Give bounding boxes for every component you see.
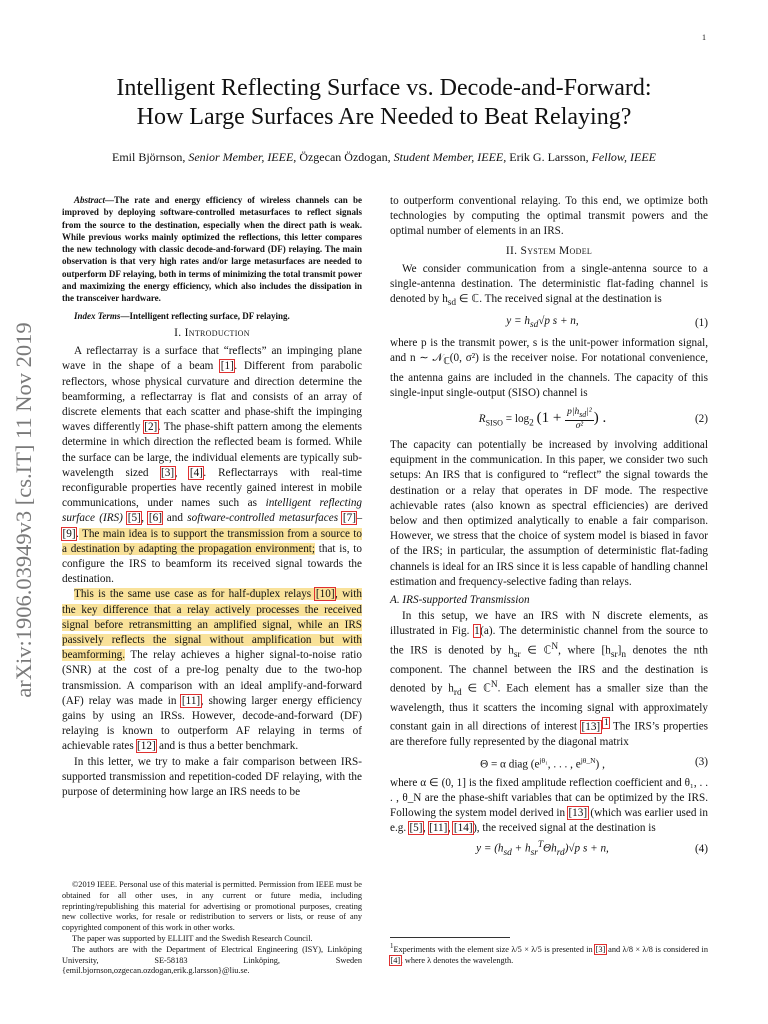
equation-number: (4) (694, 843, 708, 856)
footnote-divider (390, 937, 510, 938)
citation-link[interactable]: [3] (595, 944, 606, 954)
text-run: , (174, 466, 190, 479)
citation-link[interactable]: [1] (220, 360, 234, 373)
footnote-mark: 1 (390, 943, 394, 950)
funding-text: The paper was supported by ELLIIT and the Swedish Research Council. (72, 933, 313, 943)
page-number: 1 (702, 33, 706, 42)
section-heading-system: II. System Model (505, 244, 593, 257)
text-run: , where λ denotes the wavelength. (400, 955, 514, 965)
left-column (62, 194, 362, 800)
text-run: ] (617, 644, 622, 657)
text-run: and λ/8 × λ/8 is considered in (605, 944, 708, 954)
text-run: and is thus a better benchmark. (156, 740, 299, 753)
abstract-label: Abstract (74, 195, 106, 205)
subscript: rd (556, 848, 565, 859)
paper-title (60, 74, 708, 132)
equation-body (390, 838, 695, 861)
equation-number: (2) (694, 412, 708, 425)
superscript: T (537, 840, 544, 851)
author-name: Emil Björnson, (111, 150, 186, 164)
equation-number: (1) (694, 316, 708, 329)
subscript: sd (503, 848, 512, 859)
footnote-link[interactable]: 1 (603, 718, 609, 729)
system-paragraph-2 (390, 336, 708, 401)
text-run: (0, σ²) is the receiver noise. For notational convenience, the antenna gains are included in the channels. The capacity of this single-input single-output (SISO) channel is (390, 352, 709, 399)
subscript: ℂ (443, 357, 450, 368)
math: ) , (595, 758, 605, 771)
text-run: ), the received signal at the destination is (473, 822, 656, 835)
text-run: (a). The deterministic channel from the source to the IRS is denoted by h (390, 625, 708, 657)
abstract-text: —The rate and energy efficiency of wireless channels can be improved by deploying software-controlled metasurfaces to reflect signals from the source to the destination, especially when the direct path is weak. While previous works mainly optimized the reflections, this letter compares the new technology with classic decode-and-forward (DF) relaying. The main observation is that very high rates and/or large metasurfaces are needed to outperform DF relaying, both in terms of minimizing the total transmit power and maximizing the energy efficiency, which also includes the dissipation in the transceiver hardware. (62, 195, 362, 304)
text-run: We consider communication from a single-antenna source to a single-antenna destination. The deterministic flat-fading channel is denoted by h (390, 262, 708, 306)
right-column (390, 194, 708, 864)
subscript: rd (453, 688, 462, 699)
math: , . . . , e (547, 758, 581, 771)
highlighted-text: , with the key difference that a relay actively processes the received signal before retransmitting an amplified signal, while an IRS passively reflects the signal without amplification but with beamforming. (62, 588, 362, 662)
superscript: N (490, 680, 498, 691)
equation-1 (390, 314, 708, 333)
text-run: The relay achieves a higher signal-to-noise ratio (SNR) at the cost of a pre-log penalty due to the two-hop transmission. A comparison with an ideal amplify-and-forward (AF) relay was made in (62, 649, 362, 707)
math: = log (502, 413, 530, 426)
citation-link[interactable]: [13] (568, 806, 588, 819)
superscript: N (551, 641, 559, 652)
system-paragraph-3: The capacity can potentially be increased by involving additional equipment in the communication. In this paper, we consider two such setups: An IRS that is configured to “reflect” the signal towards the destination or a relay that operates in DF mode. The respective achievable rates (also known as spectral efficiencies) are derived below and then optimized analytically to enable a fair comparison. However, we stress that the choice of system model is biased in favor of the IRS; in particular, the assumption of deterministic flat-fading channels is ideal for an IRS since it is less capable of handling channel estimation and frequency-selective fading than relays. (390, 439, 708, 588)
text-run: ∈ ℂ. The received signal at the destination is (456, 293, 662, 306)
citation-link[interactable]: [5] (409, 822, 423, 835)
citation-link[interactable]: [11] (429, 822, 448, 835)
text-run: (which was earlier used in e.g. (390, 806, 708, 835)
subscript: sr (513, 649, 521, 660)
citation-link[interactable]: [3] (161, 466, 175, 479)
citation-link[interactable]: [4] (390, 955, 401, 965)
text-run: Experiments with the element size λ/5 × λ/5 is presented in (393, 944, 596, 954)
math: Θ = α diag (e (480, 758, 540, 771)
text-run: denotes the nth component. The channel between the IRS and the destination is denoted by h (390, 644, 708, 695)
citation-link[interactable]: [9] (62, 527, 76, 540)
index-terms (62, 310, 362, 322)
text-run: The IRS’s properties are therefore fully represented by the diagonal matrix (390, 721, 709, 749)
arxiv-stamp (4, 300, 44, 720)
math: √p s + n, (538, 314, 579, 327)
fraction (565, 407, 594, 432)
text-run: . Each element has a smaller size than the wavelength, thus it scatters the incoming signal with approximately constant gain in all directions of interest (390, 682, 709, 734)
intro-paragraph-2 (62, 587, 362, 754)
math: y = h (506, 314, 530, 327)
citation-link[interactable]: [2] (144, 421, 158, 434)
highlighted-text: This is the same use case as for half-duplex relays (74, 588, 316, 601)
figure-link[interactable]: 1 (474, 625, 480, 638)
equation-body (390, 753, 695, 773)
text-run: . The phase-shift pattern among the elements determine in which direction the reflected beam is formed. While the surface can be large, the individual elements are typically sub-wavelength sized (62, 421, 362, 479)
author-name: Erik G. Larsson, (509, 150, 589, 164)
text-run: where α ∈ (0, 1] is the fixed amplitude reflection coefficient and θ₁, . . . , θ_N are the phase-shift variables that can be optimized by the IRS. Following the system model derived in (390, 776, 708, 819)
abstract (62, 194, 362, 305)
author-role: Fellow, IEEE (591, 150, 657, 164)
citation-link[interactable]: [12] (137, 740, 156, 753)
author-name: Özgecan Özdogan, (299, 150, 391, 164)
text-run: . Reflectarrays with real-time reconfigurable properties have recently gained interest in mobile communications, under names such as (62, 466, 363, 510)
index-terms-text: —Intelligent reflecting surface, DF relaying. (120, 310, 290, 321)
math: ) . (593, 410, 607, 427)
equation-number: (3) (694, 755, 708, 768)
equation-3 (390, 753, 708, 773)
author-list (60, 150, 708, 165)
highlighted-text: The main idea is to support the transmission from a source to a destination by adapting the propagation environment; (62, 527, 362, 555)
text-run: . Different from parabolic reflectors, whose physical curvature and direction determine the beamforming, a reflectarray is flat and consists of an array of discrete elements that each scatter and phase-shift the impinging waves differently (62, 360, 362, 434)
subscript: SISO (485, 418, 503, 428)
text-run: In this setup, we have an IRS with N discrete elements, as illustrated in Fig. (390, 610, 708, 638)
arxiv-stamp-text: arXiv:1906.03949v3 [cs.IT] 11 Nov 2019 (11, 322, 36, 698)
term-metasurfaces: software-controlled metasurfaces (187, 512, 339, 525)
text-run: where p is the transmit power, s is the unit-power information signal, and n ∼ 𝒩 (390, 337, 708, 365)
citation-link[interactable]: [4] (189, 466, 203, 479)
section-heading-intro: I. Introduction (174, 326, 250, 339)
math: + h (511, 843, 531, 856)
author-role: Senior Member, IEEE, (188, 150, 297, 164)
subscript: n (621, 649, 626, 660)
numerator (565, 407, 594, 421)
subscript: sr (530, 848, 538, 859)
subsection-heading-irs: A. IRS-supported Transmission (390, 594, 530, 607)
math: y = (h (476, 843, 504, 856)
math: p|h (567, 407, 580, 418)
citation-link[interactable]: [5] (127, 512, 141, 525)
subscript: sr (610, 649, 618, 660)
copyright-notice (62, 880, 362, 977)
subscript: 2 (529, 418, 534, 429)
superscript: jθ₁ (539, 755, 548, 765)
intro-paragraph-3: In this letter, we try to make a fair comparison between IRS-supported transmission and repetition-coded DF relaying, with the purpose of determining how large an IRS needs to be (62, 755, 362, 799)
text-run: ∈ ℂ (520, 644, 552, 657)
subscript: sd (529, 319, 539, 330)
subscript: sd (579, 410, 587, 420)
title-line-2: How Large Surfaces Are Needed to Beat Relaying? (136, 104, 632, 130)
denominator: σ² (575, 421, 584, 432)
intro-paragraph-1: A reflectarray is a surface that “reflects” an impinging plane wave in the shape of a beam [1]. Different from parabolic reflectors, whose physical curvature and direction determine the beamforming, a reflectarray is flat and consists of an array of discrete elements that each scatter and phase-shift the impinging waves differently [2]. The phase-shift pattern among the elements determine in which direction the reflected beam is formed. While the surface can be large, the individual elements are typically sub-wavelength sized [3], [4]. Reflectarrays with real-time reconfigurable properties have recently gained interest in mobile communications, under names such as intelligent reflecting surface (IRS) [5], [6] and software-controlled metasurfaces [7]–[9]. The main idea is to support the transmission from a source to a destination by adapting the propagation environment; that is, to configure the IRS to beamform its received signal towards the destination. (62, 345, 363, 586)
equation-body (390, 407, 695, 432)
citation-link[interactable]: [10] (315, 588, 335, 601)
citation-link[interactable]: [14] (453, 822, 473, 835)
right-paragraph-0: to outperform conventional relaying. To this end, we optimize both technologies by computing the optimal transmit powers and the optimal number of elements in an IRS. (390, 195, 708, 238)
math: |² (586, 407, 592, 418)
irs-paragraph-2: where α ∈ (0, 1] is the fixed amplitude reflection coefficient and θ₁, . . . , θ_N are the phase-shift variables that can be optimized by the IRS. Following the system model derived in [13] (which was earlier used in e.g. [5], [11], [14]), the received signal at the destination is (390, 776, 708, 835)
citation-link[interactable]: [7] (342, 512, 356, 525)
copyright-text: ©2019 IEEE. Personal use of this material is permitted. Permission from IEEE must be obtained for all other uses, in any current or future media, including reprinting/republishing this material for advertising or promotional purposes, creating new collective works, for resale or redistribution to servers or lists, or reuse of any copyrighted component of this work in other works. (62, 880, 362, 933)
index-terms-label: Index Terms (74, 310, 121, 321)
math: Θh (543, 843, 557, 856)
text-run: that is, to configure the IRS to beamform its received signal towards the destination. (62, 542, 362, 586)
text-run: , where [h (558, 644, 611, 657)
text-run: , showing larger energy efficiency gains by using an IRSs. However, decode-and-forward (DF) relaying is known to outperform AF relaying in terms of achievable rates (62, 694, 362, 753)
title-line-1: Intelligent Reflecting Surface vs. Decode-and-Forward: (116, 75, 652, 101)
term-irs: intelligent reflecting surface (IRS) (62, 497, 363, 525)
subscript: sd (447, 298, 457, 309)
affiliation-text: The authors are with the Department of Electrical Engineering (ISY), Linköping University, SE-58183 Linköping, Sweden {emil.bjornson,ozgecan.ozdogan,erik.g.larsson}@liu.se. (62, 944, 362, 976)
irs-paragraph-1: In this setup, we have an IRS with N discrete elements, as illustrated in Fig. 1(a). The deterministic channel from the source to the IRS is denoted by $h_{sr}$ ∈ ℂ$^N$, where $[h_{sr}]_n$ denotes the nth component. The channel between the IRS and the destination is denoted by $h_{rd}$ ∈ ℂ$^N$. Each element has a smaller size than the wavelength, thus it scatters the incoming signal with approximately constant gain in all directions of interest [13].$^1$ The IRS’s properties are therefore fully represented by the diagonal matrix (390, 610, 709, 749)
system-paragraph-1 (390, 262, 708, 312)
math: R (478, 413, 486, 426)
citation-link[interactable]: [13] (581, 721, 601, 734)
text-run: ∈ ℂ (461, 682, 491, 695)
citation-link[interactable]: [6] (148, 512, 162, 525)
math: (1 + (536, 410, 566, 427)
equation-2 (390, 407, 708, 432)
footnote (390, 941, 708, 966)
citation-link[interactable]: [11] (181, 694, 201, 707)
math: )√p s + n, (564, 843, 609, 856)
author-role: Student Member, IEEE, (393, 150, 507, 164)
text-run: A reflectarray is a surface that “reflects” an impinging plane wave in the shape of a beam (62, 345, 362, 373)
text-run: and (162, 512, 188, 525)
superscript: jθ_N (580, 755, 596, 765)
equation-4 (390, 838, 708, 861)
equation-body (390, 314, 695, 333)
